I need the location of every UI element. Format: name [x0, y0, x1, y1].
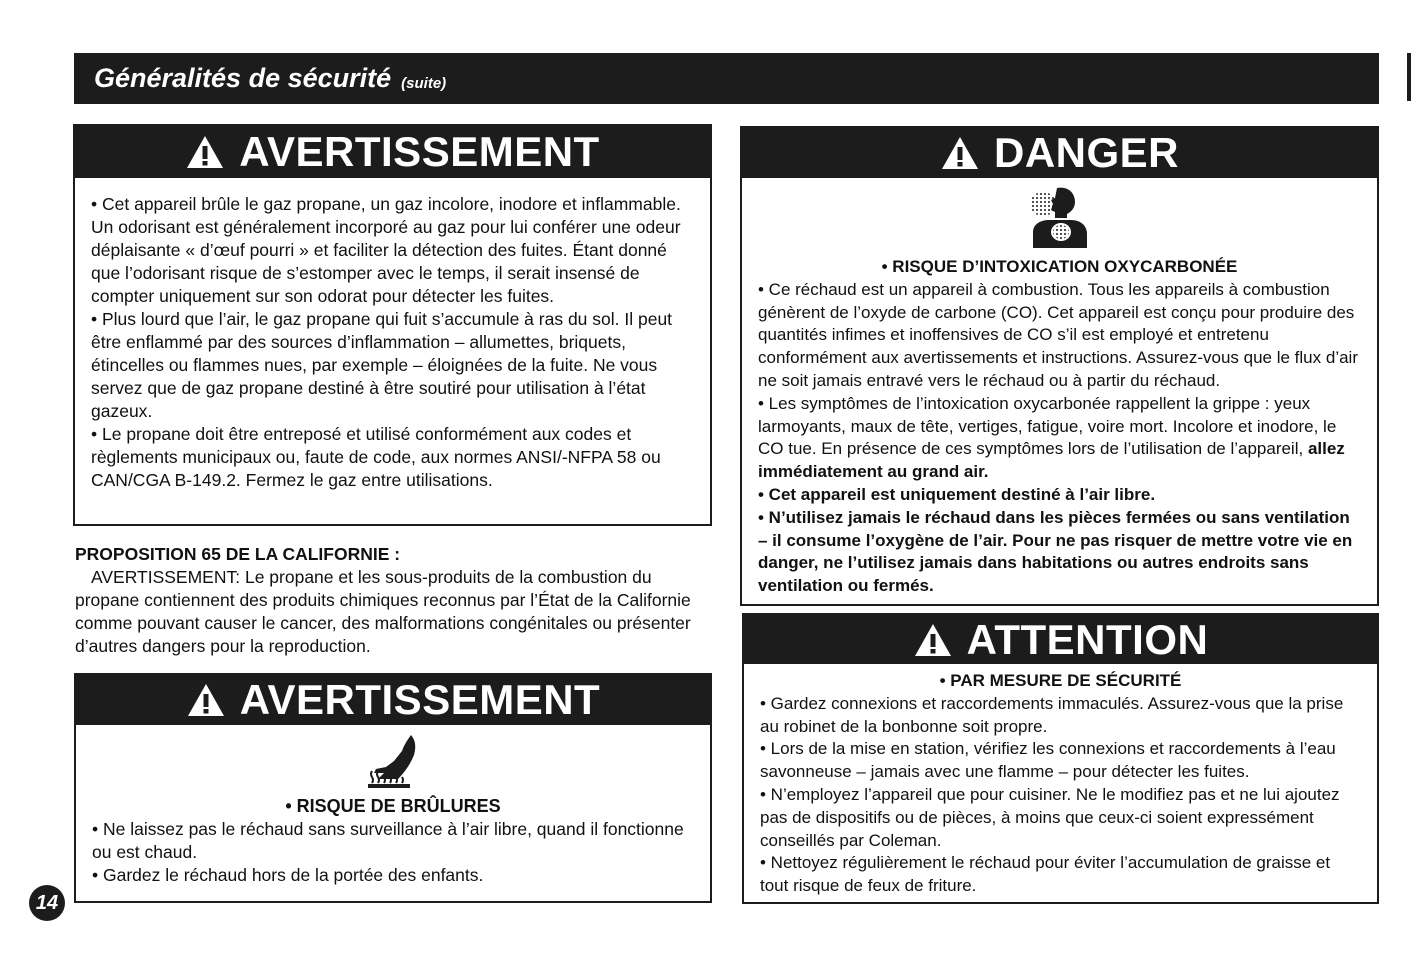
warning-heading-text: AVERTISSEMENT — [239, 128, 600, 175]
danger-paragraph-bold: • N’utilisez jamais le réchaud dans les pièces fermées ou sans ventilation – il consume l’oxygène de l’air. Pour ne pas risquer de mettre votre vie en danger, ne l’utilisez jamais dans habitations ou autres endroits sans ventilation ou fermés. — [758, 507, 1353, 596]
co-risk-title: • RISQUE D’INTOXICATION OXYCARBONÉE — [881, 257, 1238, 276]
warning-paragraph: • Gardez le réchaud hors de la portée des enfants. — [92, 865, 484, 885]
burn-icon-wrap — [76, 725, 710, 795]
attention-paragraph: • Gardez connexions et raccordements immaculés. Assurez-vous que la prise au robinet de la bonbonne soit propre. — [760, 693, 1344, 736]
warning-paragraph: • Ne laissez pas le réchaud sans surveillance à l’air libre, quand il fonctionne ou est chaud. — [92, 819, 684, 862]
section-title: Généralités de sécurité — [94, 63, 392, 93]
warning-triangle-icon — [940, 135, 980, 171]
danger-paragraph-bold: • Cet appareil est uniquement destiné à l’air libre. — [758, 484, 1156, 504]
safety-risk-title: • PAR MESURE DE SÉCURITÉ — [939, 671, 1182, 690]
warning-triangle-icon — [913, 622, 953, 658]
warning-paragraph: • Cet appareil brûle le gaz propane, un gaz incolore, inodore et inflammable. Un odorisant est généralement incorporé au gaz pour lui conférer une odeur déplaisante « d’œuf pourri » et faciliter la détection des fuites. Étant donné que l’odorisant risque de s’estomper avec le temps, il serait insensé de compter uniquement sur son odorat pour détecter les fuites. — [91, 194, 681, 306]
burn-risk-title: • RISQUE DE BRÛLURES — [285, 796, 501, 816]
warning-paragraph: • Plus lourd que l’air, le gaz propane qui fuit s’accumule à ras du sol. Il peut être enflammé par des sources d’inflammation – allumettes, briquets, étincelles ou flammes nues, par exemple – éloignées de la fuite. Ne vous servez que de gaz propane destiné à être soutiré pour utilisation à l’état gazeux. — [91, 309, 673, 421]
danger-box — [740, 126, 1379, 606]
prop65-text: AVERTISSEMENT: Le propane et les sous-produits de la combustion du propane contiennent des produits chimiques reconnus par l’État de la Californie comme pouvant causer le cancer, des malformations congénitales ou présenter d’autres dangers pour la reproduction. — [75, 567, 691, 656]
attention-paragraph: • Lors de la mise en station, vérifiez les connexions et raccordements à l’eau savonneuse – jamais avec une flamme – pour détecter les fuites. — [760, 739, 1336, 782]
attention-box-body — [744, 664, 1377, 898]
page-number: 14 — [29, 885, 65, 921]
danger-heading-text: DANGER — [993, 129, 1179, 176]
attention-heading-bar — [744, 615, 1377, 664]
danger-paragraph-text: • Les symptômes de l’intoxication oxycarbonée rappellent la grippe : yeux larmoyants, maux de tête, vertiges, fatigue, voire mort. Incolore et inodore, le CO tue. En présence de ces symptômes lors de l’utilisation de l’appareil, — [758, 393, 1337, 459]
section-title-suffix: (suite) — [401, 75, 447, 92]
attention-box — [742, 613, 1379, 904]
prop65-title: PROPOSITION 65 DE LA CALIFORNIE : — [75, 544, 401, 564]
warning-box-burns — [74, 673, 712, 903]
co-inhalation-icon — [1027, 184, 1093, 250]
danger-heading-bar — [742, 128, 1377, 178]
attention-paragraph: • Nettoyez régulièrement le réchaud pour éviter l’accumulation de graisse et tout risque de feux de friture. — [760, 853, 1331, 896]
danger-paragraph: • Ce réchaud est un appareil à combustion. Tous les appareils à combustion génèrent de l’oxyde de carbone (CO). Cet appareil est conçu pour produire des quantités infimes et inoffensives de CO s’il est employé et entretenu conformément aux avertissements et instructions. Assurez-vous que le flux d’air ne soit jamais entravé vers le réchaud ou à partir du réchaud. — [758, 279, 1358, 390]
warning-triangle-icon — [186, 682, 226, 718]
danger-paragraph — [758, 393, 1361, 484]
burn-hand-icon — [364, 733, 422, 791]
warning-triangle-icon — [185, 134, 225, 170]
attention-paragraph: • N’employez l’appareil que pour cuisiner. Ne le modifiez pas et ne lui ajoutez pas de dispositifs ou de pièces, à moins que ceux-ci soient expressément conseillés par Coleman. — [760, 784, 1340, 850]
danger-box-body — [742, 256, 1377, 598]
attention-heading-text: ATTENTION — [966, 615, 1209, 663]
warning-heading-bar — [75, 126, 710, 178]
warning-box-body — [76, 795, 710, 887]
prop65-notice — [75, 543, 705, 658]
warning-box-propane — [73, 124, 712, 526]
danger-paragraph-bold: allez immédiatement au grand air. — [758, 439, 1345, 482]
co-icon-wrap — [742, 178, 1377, 256]
edge-marker — [1407, 53, 1411, 101]
warning-paragraph: • Le propane doit être entreposé et utilisé conformément aux codes et règlements municipaux ou, faute de code, aux normes ANSI/-NFPA 58 ou CAN/CGA B-149.2. Fermez le gaz entre utilisations. — [91, 424, 661, 490]
warning-heading-bar — [76, 675, 710, 725]
warning-heading-text: AVERTISSEMENT — [239, 676, 601, 723]
section-header — [74, 53, 1379, 104]
warning-box-body — [75, 178, 710, 492]
